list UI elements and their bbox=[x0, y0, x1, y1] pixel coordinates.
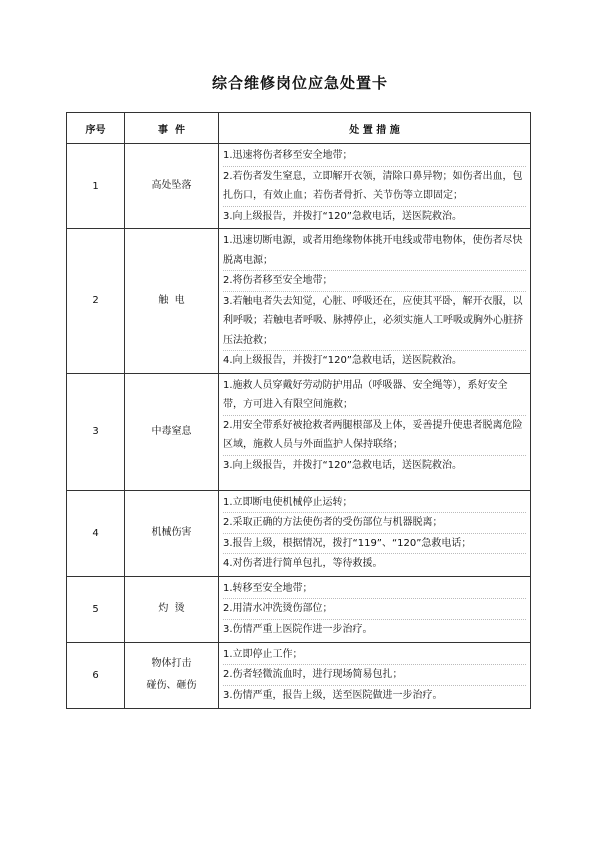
row-number: 3 bbox=[67, 373, 125, 490]
table-row bbox=[67, 144, 531, 229]
measures-cell bbox=[219, 144, 531, 229]
table-row bbox=[67, 373, 531, 490]
measure-item: 2.伤者轻微流血时，进行现场简易包扎； bbox=[223, 665, 526, 686]
header-event: 事 件 bbox=[125, 113, 219, 144]
row-number: 5 bbox=[67, 576, 125, 642]
measure-item: 4.向上级报告，并拨打“120”急救电话，送医院救治。 bbox=[223, 355, 462, 366]
measure-item: 2.将伤者移至安全地带； bbox=[223, 271, 526, 292]
measure-item: 1.立即断电使机械停止运转； bbox=[223, 493, 526, 514]
measure-item: 1.施救人员穿戴好劳动防护用品（呼吸器、安全绳等），系好安全带，方可进入有限空间施救； bbox=[223, 376, 526, 416]
event-name-line: 机械伤害 bbox=[151, 527, 192, 538]
event-name bbox=[125, 642, 219, 708]
header-num: 序号 bbox=[67, 113, 125, 144]
measures-cell bbox=[219, 576, 531, 642]
measure-item: 1.迅速将伤者移至安全地带； bbox=[223, 146, 526, 167]
measure-item: 2.采取正确的方法使伤者的受伤部位与机器脱离； bbox=[223, 513, 526, 534]
row-number: 6 bbox=[67, 642, 125, 708]
event-name bbox=[125, 144, 219, 229]
event-name-line: 高处坠落 bbox=[151, 180, 192, 191]
event-name bbox=[125, 576, 219, 642]
measures-cell bbox=[219, 373, 531, 490]
measures-cell bbox=[219, 490, 531, 576]
event-name-line: 触 电 bbox=[158, 294, 185, 306]
event-name-line: 物体打击 bbox=[151, 658, 192, 669]
measure-item: 3.伤情严重，报告上级，送至医院做进一步治疗。 bbox=[223, 689, 443, 701]
measure-item: 2.用清水冲洗烫伤部位； bbox=[223, 599, 526, 620]
event-name bbox=[125, 490, 219, 576]
table-row bbox=[67, 229, 531, 374]
row-number: 4 bbox=[67, 490, 125, 576]
measure-item: 4.对伤者进行简单包扎，等待救援。 bbox=[223, 558, 383, 569]
event-name-line: 中毒窒息 bbox=[151, 425, 192, 437]
measure-item: 1.立即停止工作； bbox=[223, 645, 526, 666]
row-number: 1 bbox=[67, 144, 125, 229]
measure-item: 3.伤情严重上医院作进一步治疗。 bbox=[223, 623, 373, 635]
table-row bbox=[67, 490, 531, 576]
measure-item: 1.转移至安全地带； bbox=[223, 579, 526, 600]
measure-item: 3.向上级报告，并拨打“120”急救电话，送医院救治。 bbox=[223, 459, 462, 471]
measure-item: 3.报告上级，根据情况，拨打“119”、“120”急救电话； bbox=[223, 534, 526, 555]
event-name-line: 灼 烫 bbox=[158, 603, 185, 614]
event-name bbox=[125, 373, 219, 490]
measures-cell bbox=[219, 642, 531, 708]
event-name bbox=[125, 229, 219, 374]
event-name-line: 碰伤、砸伤 bbox=[146, 680, 197, 691]
header-measures: 处 置 措 施 bbox=[219, 113, 531, 144]
measure-item: 3.向上级报告，并拨打“120”急救电话，送医院救治。 bbox=[223, 210, 462, 222]
table-body bbox=[67, 144, 531, 709]
emergency-card-table bbox=[66, 112, 531, 709]
measures-cell bbox=[219, 229, 531, 374]
table-row bbox=[67, 576, 531, 642]
measure-item: 1.迅速切断电源，或者用绝缘物体挑开电线或带电物体，使伤者尽快脱离电源； bbox=[223, 231, 526, 271]
table-header-row bbox=[67, 113, 531, 144]
measure-item: 2.若伤者发生窒息，立即解开衣领，清除口鼻异物；如伤者出血，包扎伤口，有效止血；若伤者骨折、关节伤等立即固定； bbox=[223, 167, 526, 207]
measure-item: 2.用安全带系好被抢救者两腿根部及上体，妥善提升使患者脱离危险区域，施救人员与外面监护人保持联络； bbox=[223, 416, 526, 456]
table-row bbox=[67, 642, 531, 708]
page-title: 综合维修岗位应急处置卡 bbox=[211, 74, 388, 92]
row-number: 2 bbox=[67, 229, 125, 374]
measure-item: 3.若触电者失去知觉，心脏、呼吸还在，应使其平卧，解开衣服，以利呼吸；若触电者呼吸、脉搏停止，必须实施人工呼吸或胸外心脏挤压法抢救； bbox=[223, 292, 526, 352]
